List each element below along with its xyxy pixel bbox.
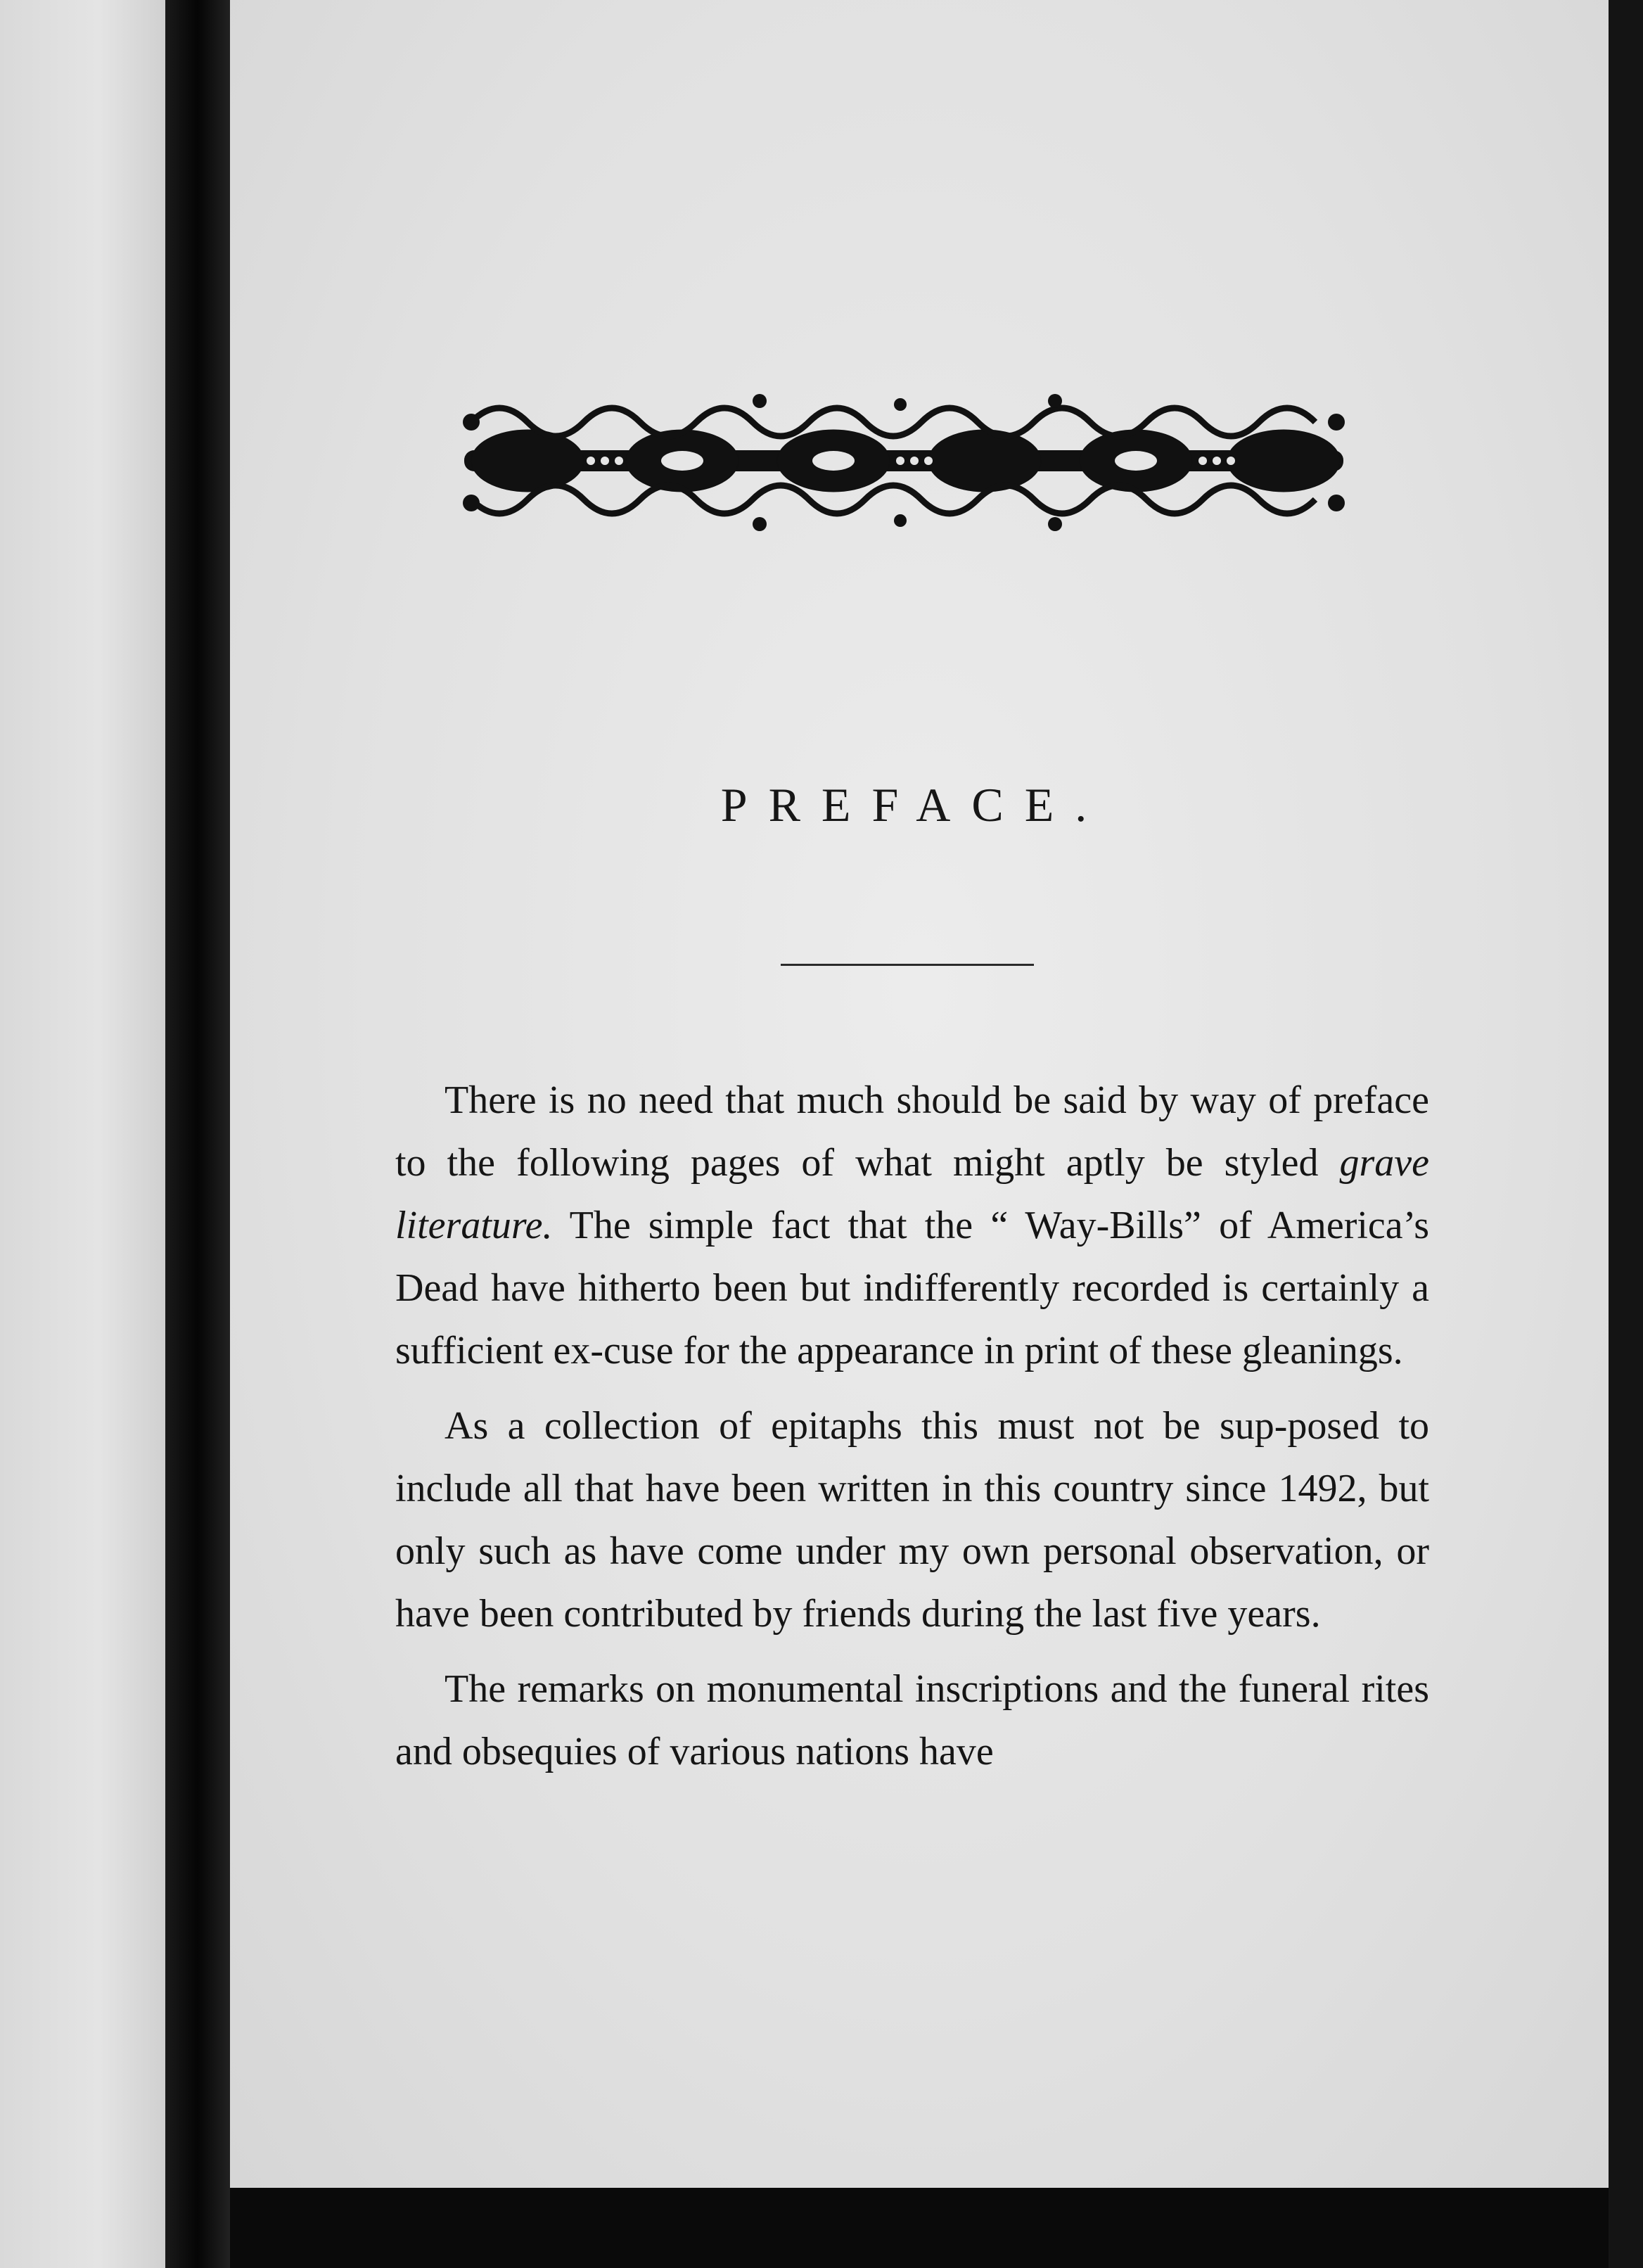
paragraph-1-text-start: There is no need that much should be said by way of preface to the following pages of what might aptly be styled	[395, 1078, 1429, 1185]
paragraph-1-text-end: The simple fact that the “ Way-Bills” of America’s Dead have hitherto been but indifferently recorded is certainly a sufficient ex-cuse for the appearance in print of these gleanings.	[395, 1204, 1429, 1372]
page-bottom-edge	[230, 2188, 1609, 2268]
title-divider	[781, 964, 1034, 966]
paragraph-2: As a collection of epitaphs this must not be sup-posed to include all that have been written in this country since 1492, but only such as have come under my own personal observation, or have been contributed by friends during the last five years.	[395, 1404, 1429, 1636]
book-gutter	[165, 0, 230, 2268]
page-title: PREFACE.	[720, 778, 1108, 832]
page-right-edge	[1609, 0, 1643, 2268]
decorative-ornament-icon	[450, 380, 1357, 542]
paragraph-1	[395, 1069, 1429, 1382]
preface-body	[395, 1069, 1429, 1796]
paragraph-3: The remarks on monumental inscriptions and the funeral rites and obsequies of various nations have	[395, 1667, 1429, 1773]
facing-page-edge	[0, 0, 165, 2268]
paragraph-1-emphasis: grave literature.	[395, 1141, 1429, 1247]
